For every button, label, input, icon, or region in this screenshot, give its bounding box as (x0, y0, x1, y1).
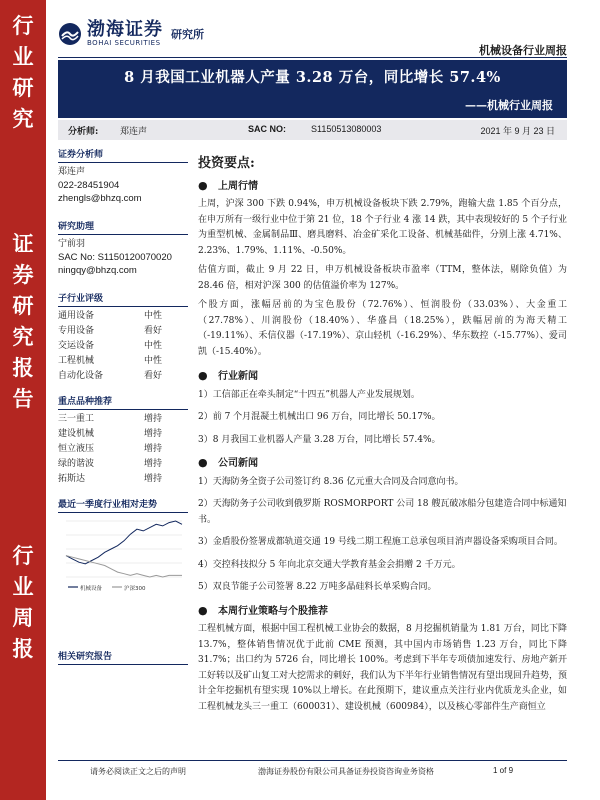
pick-stock: 恒立液压 (58, 444, 95, 454)
sac-value: S1150513080003 (311, 124, 382, 134)
chart-legend (68, 584, 146, 592)
investment-highlights-title: 投资要点: (198, 156, 255, 171)
legend-label-hs300: 沪深300 (124, 586, 146, 592)
footer-organization: 渤海证券股份有限公司具备证券投资咨询业务资格 (258, 767, 434, 776)
pick-rating: 增持 (143, 444, 162, 454)
company-news-item: 3）金盾股份签署成都轨道交通 19 号线二期工程施工总承包项目消声器设备采购项目合同。 (198, 537, 563, 547)
ratings-section-title: 子行业评级 (58, 291, 188, 307)
trend-chart-title: 最近一季度行业相对走势 (58, 497, 188, 513)
company-news-item: 4）交控科技拟分 5 年向北京交通大学教育基金会捐赠 2 千万元。 (198, 559, 461, 570)
pick-stock: 三一重工 (58, 414, 95, 424)
stocks-paragraph: 个股方面，涨幅居前的为宝色股份（72.76%）、恒润股份（33.03%）、大金重工（27.78%）、川润股份（18.40%）、华盛昌（18.25%），跌幅居前的为海天精工（-19.11%）、禾信仪器（-17.19%）、京山轻机（-16.29%）、华东数控（-15.77%）、爱司凯（-15.40%）。 (198, 300, 567, 357)
bullet-icon: ● (198, 456, 208, 469)
pick-row (58, 412, 188, 427)
legend-label-machinery: 机械设备 (80, 586, 103, 592)
pick-rating: 增持 (143, 414, 162, 424)
pick-rating: 增持 (143, 474, 162, 484)
picks-list (58, 412, 188, 487)
company-news-item: 1）天海防务全资子公司签订约 8.36 亿元重大合同及合同意向书。 (198, 476, 464, 487)
company-news-item: 2）天海防务子公司收到俄罗斯 ROSMORPORT 公司 18 艘瓦破冰船分包建造合同中标通知书。 (198, 499, 567, 525)
logo-company-en: BOHAI SECURITIES (87, 39, 161, 47)
pick-rating: 增持 (143, 459, 162, 469)
left-sidebar-band (0, 0, 46, 800)
rating-row (58, 309, 188, 324)
report-title: 8 月我国工业机器人产量 3.28 万台，同比增长 57.4% (124, 69, 501, 86)
sidebar-label-securities-report: 证 券 研 究 报 告 (12, 231, 34, 411)
pick-stock: 绿的谐波 (58, 459, 95, 469)
footer-disclaimer: 请务必阅读正文之后的声明 (90, 767, 186, 776)
report-date: 2021 年 9 月 23 日 (480, 126, 555, 136)
analyst-info-bar (58, 120, 567, 140)
section-heading-company-news: ● 公司新闻 (198, 456, 258, 469)
valuation-paragraph: 估值方面，截止 9 月 22 日，申万机械设备板块市盈率（TTM，整体法，剔除负值）为 28.46 倍，相对沪深 300 的估值溢价率为 127%。 (198, 265, 567, 291)
industry-news-item: 3）8 月我国工业机器人产量 3.28 万台，同比增长 57.4%。 (198, 434, 441, 445)
analyst-name-detail: 郑连声 (58, 167, 86, 177)
logo-company-cn: 渤海证券 (87, 19, 163, 40)
report-subtitle: ——机械行业周报 (465, 99, 553, 112)
sidebar-label-industry-research: 行 业 研 究 (12, 13, 34, 131)
company-logo (58, 18, 204, 50)
analyst-label: 分析师: (68, 127, 99, 137)
chart-grid (66, 521, 182, 577)
chart-series-line-1 (66, 521, 182, 564)
rating-value: 中性 (143, 356, 162, 366)
picks-section-title: 重点品种推荐 (58, 394, 188, 410)
report-type: 机械设备行业周报 (479, 44, 567, 57)
section-heading-strategy: ● 本周行业策略与个股推荐 (198, 603, 328, 617)
assistant-name: 宁前羽 (58, 239, 86, 249)
title-banner (58, 60, 567, 118)
bullet-icon: ● (198, 369, 208, 382)
rating-sector: 通用设备 (58, 311, 95, 321)
rating-value: 看好 (143, 371, 162, 381)
pick-rating: 增持 (143, 429, 162, 439)
pick-row (58, 442, 188, 457)
assistant-sac: SAC No: S1150120070020 (58, 252, 172, 263)
pick-row (58, 427, 188, 442)
bohai-logo-icon (58, 22, 82, 46)
strategy-paragraph: 工程机械方面，根据中国工程机械工业协会的数据，8 月挖掘机销量为 1.81 万台，同比下降 13.7%，整体销售情况优于此前 CME 预测，其中国内市场销售 1.23 万台，同比下降 31.7%；出口约为 5726 台，同比增长 100%。考虑到下半年专项债加速发行、房地产新开工好转以及矿山复工对大挖需求的刺好，我们认为下半年行业销售情况有望出现回升趋势，预计全年挖掘机有望实现 10%以上增长。在此预期下，建议重点关注行业内优质龙头企业，如工程机械龙头三一重工（600031）、建设机械（600984），以及核心零部件生产商恒立 (198, 624, 568, 712)
chart-series-line-2 (66, 556, 182, 577)
rating-row (58, 324, 188, 339)
rating-sector: 自动化设备 (58, 371, 104, 381)
sidebar-label-weekly-report: 行 业 周 报 (12, 543, 34, 661)
rating-row (58, 354, 188, 369)
assistant-email[interactable]: ningqy@bhzq.com (58, 265, 137, 276)
section-heading-industry-news: ● 行业新闻 (198, 369, 258, 382)
rating-sector: 交运设备 (58, 341, 95, 351)
related-reports-title: 相关研究报告 (58, 649, 188, 665)
ratings-list (58, 309, 188, 384)
market-paragraph: 上周，沪深 300 下跌 0.94%，申万机械设备板块下跌 2.79%，跑输大盘 1.85 个百分点，在申万所有一级行业中位于第 21 位，18 个子行业 4 涨 14 跌，其中表现较好的 5 个子行业为重型机械、金属制品Ⅲ、磨具磨料、冶金矿采化工设备、机械基础件，分别上涨 4.71%、2.23%、1.79%、1.11%、-0.50%。 (198, 199, 567, 256)
assistant-section-title: 研究助理 (58, 219, 188, 235)
industry-news-item: 2）前 7 个月混凝土机械出口 96 万台，同比增长 50.17%。 (198, 412, 441, 422)
page-number: 1 of 9 (493, 766, 514, 775)
section-heading-market: ● 上周行情 (198, 178, 258, 192)
pick-row (58, 472, 188, 487)
analyst-phone: 022-28451904 (58, 180, 120, 191)
header-divider (58, 57, 567, 58)
sac-label: SAC NO: (248, 124, 286, 134)
rating-row (58, 339, 188, 354)
rating-value: 中性 (143, 311, 162, 321)
analyst-email[interactable]: zhengls@bhzq.com (58, 193, 142, 204)
pick-stock: 拓斯达 (58, 474, 86, 484)
analyst-name: 郑连声 (120, 127, 148, 137)
relative-trend-chart (58, 517, 188, 597)
footer-divider (58, 760, 567, 761)
bullet-icon: ● (198, 178, 208, 192)
rating-value: 中性 (143, 341, 162, 351)
pick-stock: 建设机械 (58, 429, 95, 439)
rating-sector: 专用设备 (58, 326, 95, 336)
rating-value: 看好 (143, 326, 162, 336)
industry-news-item: 1）工信部正在牵头制定“十四五”机器人产业发展规划。 (198, 389, 420, 400)
left-info-column (58, 147, 188, 665)
bullet-icon: ● (198, 603, 208, 617)
rating-sector: 工程机械 (58, 356, 95, 366)
investment-highlights (198, 156, 567, 719)
analyst-section-title: 证券分析师 (58, 147, 188, 163)
rating-row (58, 369, 188, 384)
company-news-item: 5）双良节能子公司签署 8.22 万吨多晶硅料长单采购合同。 (198, 582, 437, 592)
pick-row (58, 457, 188, 472)
logo-institute: 研究所 (171, 28, 204, 41)
